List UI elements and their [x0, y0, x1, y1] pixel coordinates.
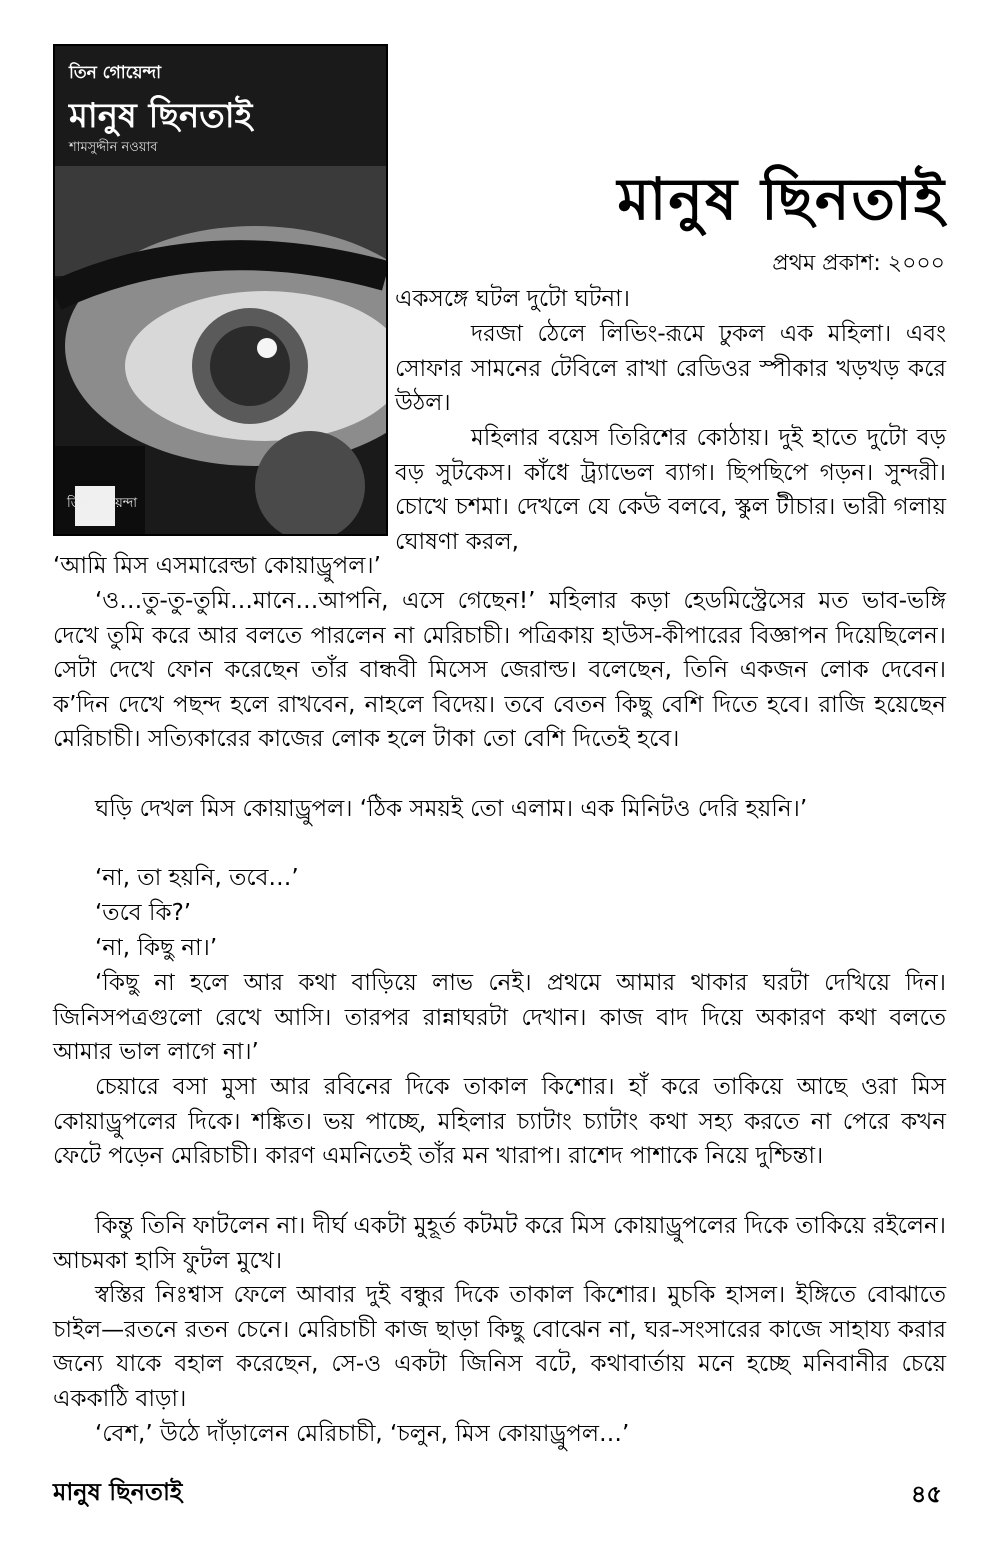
- paragraph-1: একসঙ্গে ঘটল দুটো ঘটনা।: [395, 286, 630, 312]
- paragraph-8: ‘তবে কি?’: [95, 900, 192, 926]
- paragraph-7: ‘না, তা হয়নি, তবে…’: [95, 865, 299, 891]
- paragraph-9: ‘না, কিছু না।’: [95, 935, 218, 961]
- paragraph-13: স্বস্তির নিঃশ্বাস ফেলে আবার দুই বন্ধুর দিকে তাকাল কিশোর। মুচকি হাসল। ইঙ্গিতে বোঝাতে চাইল—রতনে রতন চেনে। মেরিচাচী কাজ ছাড়া কিছু বোঝেন না, ঘর-সংসারের কাজে সাহায্য করার জন্যে যাকে বহাল করেছেন, সে-ও একটা জিনিস বটে, কথাবার্তায় মনে হচ্ছে মনিবানীর চেয়ে এককাঠি বাড়া।: [53, 1282, 946, 1412]
- cover-series: তিন গোয়েন্দা: [69, 63, 162, 83]
- paragraph-10: ‘কিছু না হলে আর কথা বাড়িয়ে লাভ নেই। প্রথমে আমার থাকার ঘরটা দেখিয়ে দিন। জিনিসপত্রগুলো রেখে আসি। তারপর রান্নাঘরটা দেখান। কাজ বাদ দিয়ে অকারণ কথা বলতে আমার ভাল লাগে না।’: [53, 970, 946, 1066]
- running-title: মানুষ ছিনতাই: [53, 1478, 183, 1506]
- paragraph-14: ‘বেশ,’ উঠে দাঁড়ালেন মেরিচাচী, ‘চলুন, মিস কোয়াড্রুপল…’: [95, 1421, 630, 1447]
- paragraph-11: চেয়ারে বসা মুসা আর রবিনের দিকে তাকাল কিশোর। হাঁ করে তাকিয়ে আছে ওরা মিস কোয়াড্রুপলের দিকে। শঙ্কিত। ভয় পাচ্ছে, মহিলার চ্যাটাং চ্যাটাং কথা সহ্য করতে না পেরে কখন ফেটে পড়েন মেরিচাচী। কারণ এমনিতেই তাঁর মন খারাপ। রাশেদ পাশাকে নিয়ে দুশ্চিন্তা।: [53, 1074, 946, 1170]
- chapter-title: মানুষ ছিনতাই: [617, 165, 946, 233]
- publication-info: প্রথম প্রকাশ: ২০০০: [772, 251, 945, 276]
- cover-author: শামসুদ্দীন নওয়াব: [69, 140, 158, 155]
- page-number: ৪৫: [910, 1480, 942, 1508]
- cover-bottom-text: তিন গোয়েন্দা: [67, 496, 138, 511]
- paragraph-6: ঘড়ি দেখল মিস কোয়াড্রুপল। ‘ঠিক সময়ই তো এলাম। এক মিনিটও দেরি হয়নি।’: [95, 796, 808, 822]
- paragraph-5: ‘ও…তু-তু-তুমি…মানে…আপনি, এসে গেছেন!’ মহিলার কড়া হেডমিস্ট্রেসের মত ভাব-ভঙ্গি দেখে তুমি করে আর বলতে পারলেন না মেরিচাচী। পত্রিকায় হাউস-কীপারের বিজ্ঞাপন দিয়েছিলেন। সেটা দেখে ফোন করেছেন তাঁর বান্ধবী মিসেস জেরাল্ড। বলেছেন, তিনি একজন লোক দেবেন। ক’দিন দেখে পছন্দ হলে রাখবেন, নাহলে বিদেয়। তবে বেতন কিছু বেশি দিতে হবে। রাজি হয়েছেন মেরিচাচী। সত্যিকারের কাজের লোক হলে টাকা তো বেশি দিতেই হবে।: [53, 588, 946, 753]
- paragraph-4: ‘আমি মিস এসমারেল্ডা কোয়াড্রুপল।’: [53, 553, 381, 579]
- paragraph-2: দরজা ঠেলে লিভিং-রূমে ঢুকল এক মহিলা। এবং সোফার সামনের টেবিলে রাখা রেডিওর স্পীকার খড়খড় করে উঠল।: [395, 321, 946, 417]
- book-cover: [53, 44, 388, 536]
- paragraph-12: কিন্তু তিনি ফাটলেন না। দীর্ঘ একটা মুহূর্ত কটমট করে মিস কোয়াড্রুপলের দিকে তাকিয়ে রইলেন। আচমকা হাসি ফুটল মুখে।: [53, 1213, 946, 1274]
- paragraph-3: মহিলার বয়েস তিরিশের কোঠায়। দুই হাতে দুটো বড় বড় সুটকেস। কাঁধে ট্র্যাভেল ব্যাগ। ছিপছিপে গড়ন। সুন্দরী। চোখে চশমা। দেখলে যে কেউ বলবে, স্কুল টীচার। ভারী গলায় ঘোষণা করল,: [395, 425, 946, 555]
- cover-title: মানুষ ছিনতাই: [69, 96, 253, 136]
